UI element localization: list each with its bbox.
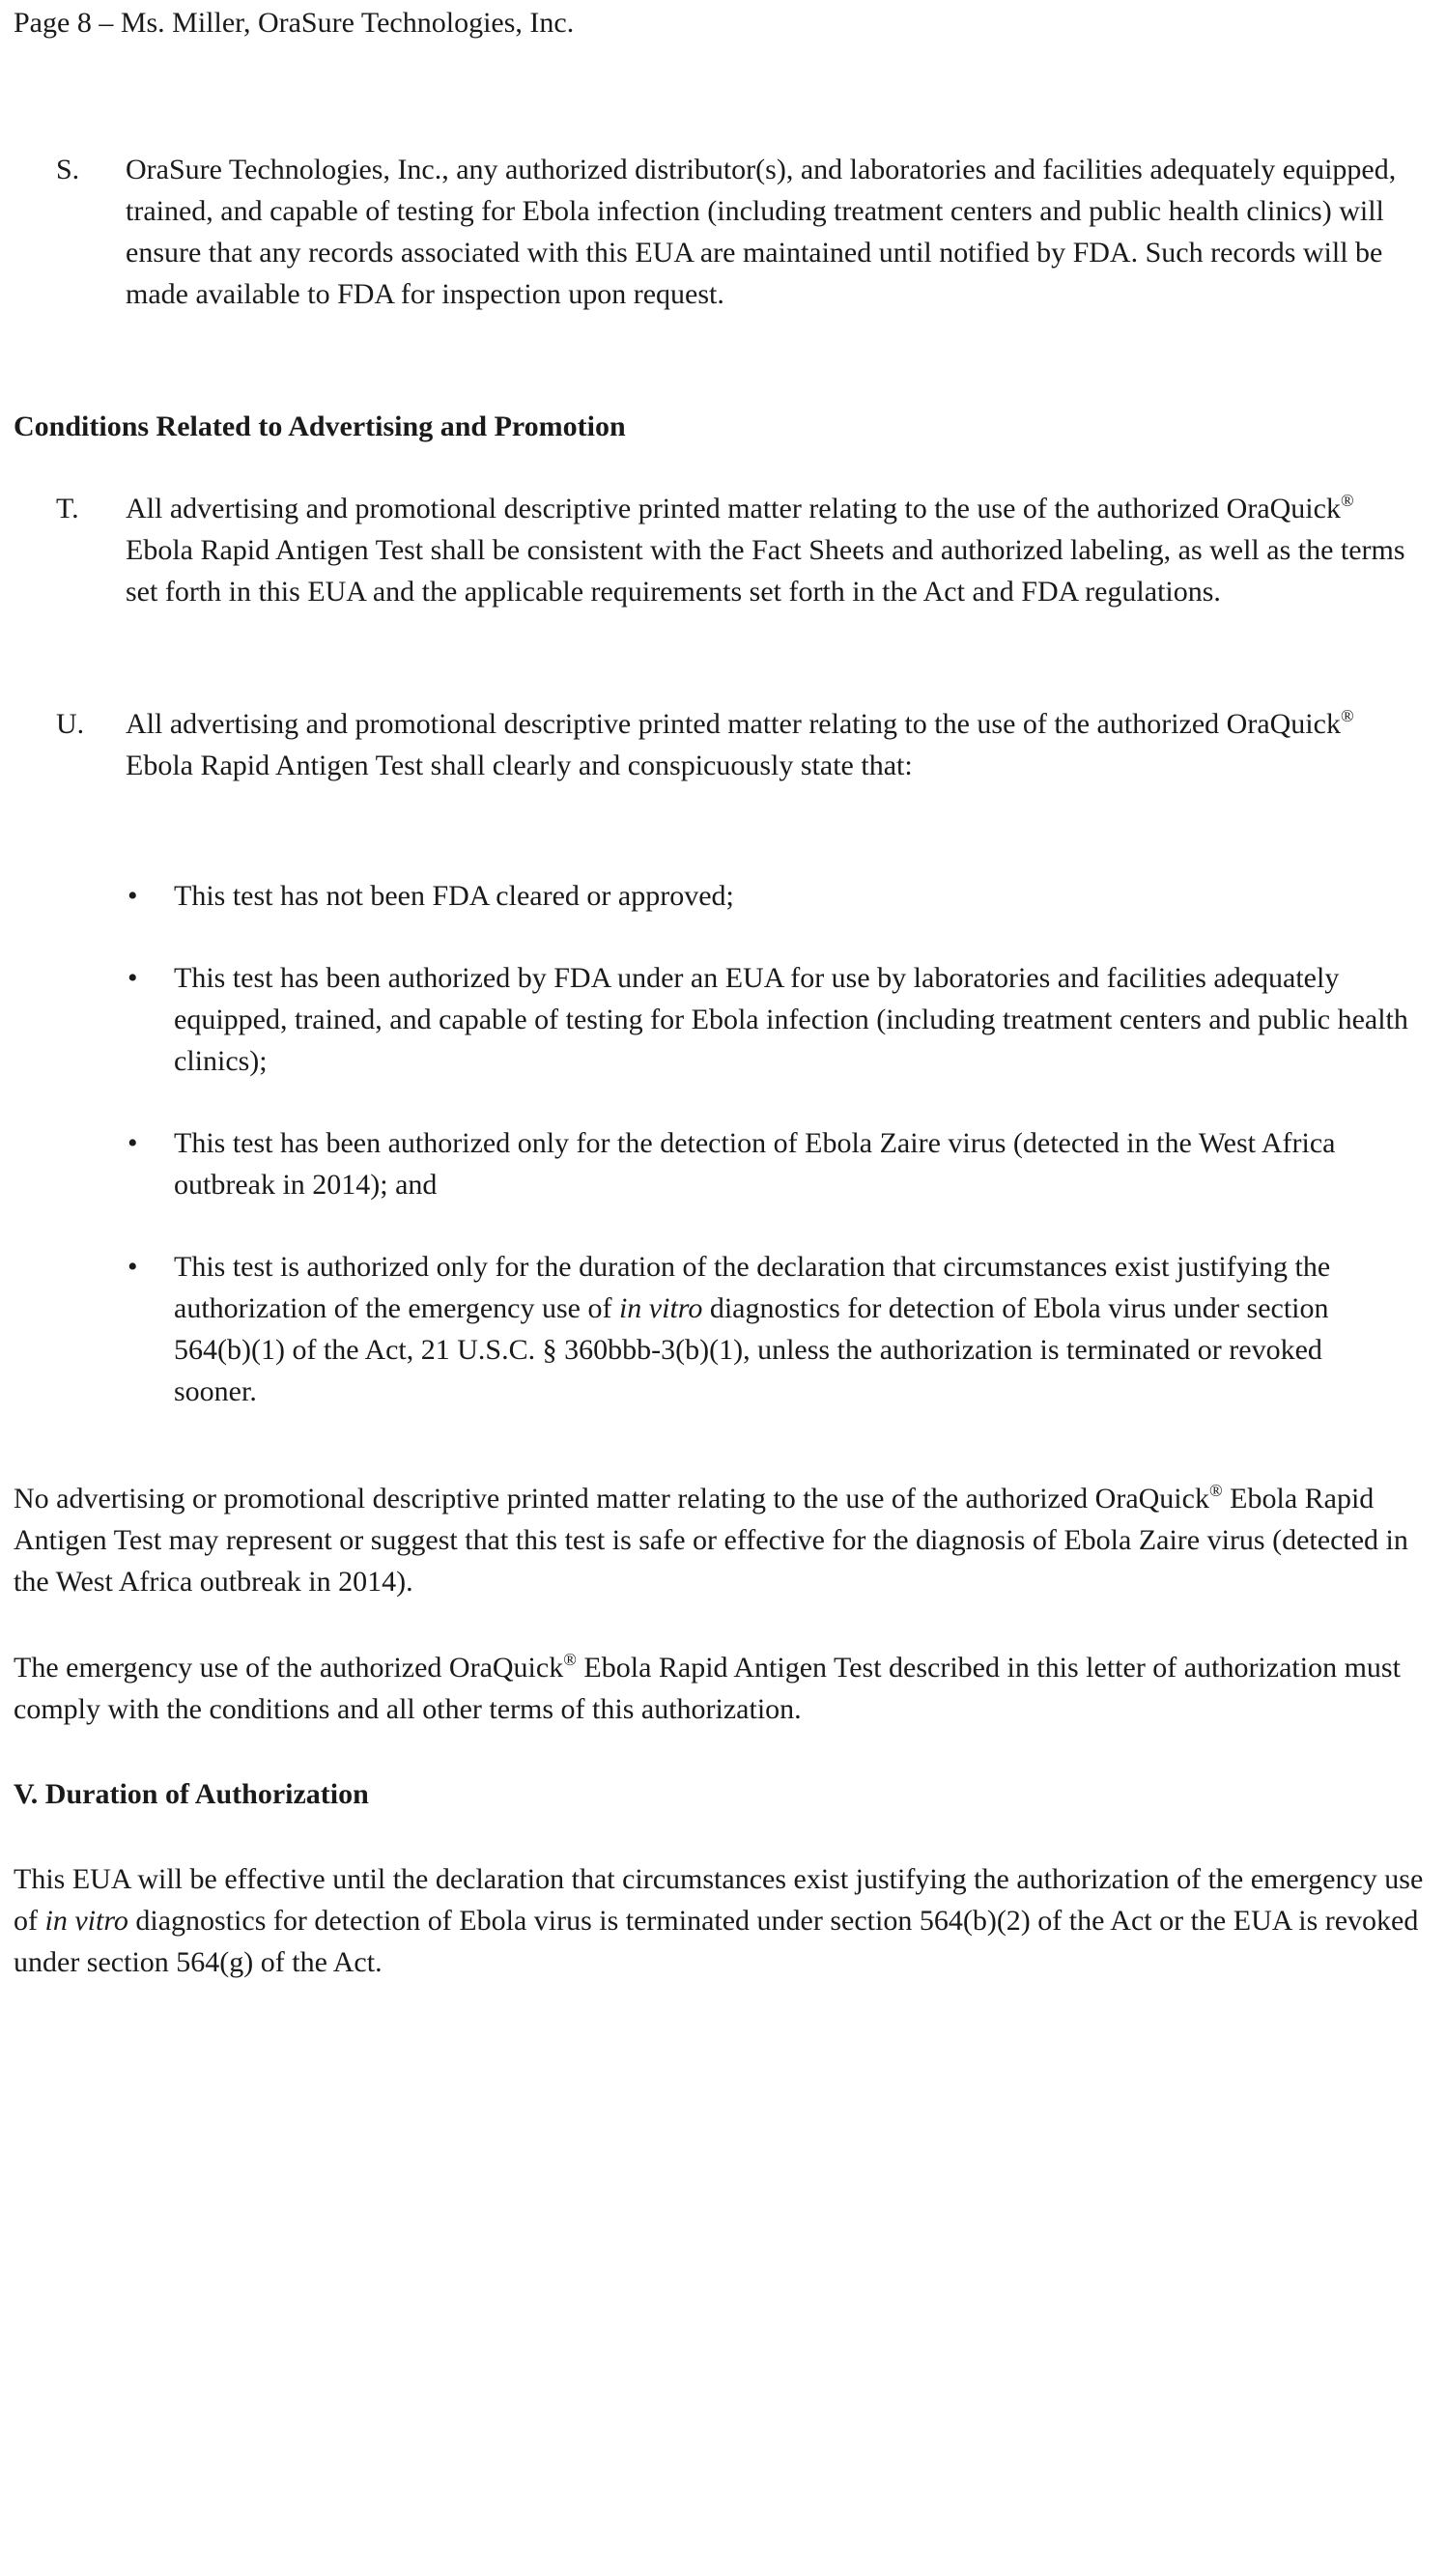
item-text: OraSure Technologies, Inc., any authorized distributor(s), and laboratories and facilities adequately equipped, trained, and capable of testing for Ebola infection (including treatment centers and public health clinics) will ensure that any records associated with this EUA are maintained until notified by FDA. Such records will be made available to FDA for inspection upon request. bbox=[126, 154, 1397, 310]
section-heading-advertising: Conditions Related to Advertising and Promotion bbox=[14, 410, 626, 442]
paragraph-no-advertising: No advertising or promotional descriptive printed matter relating to the use of the authorized OraQuick® Ebola Rapid Antigen Test may represent or suggest that this test is safe or effective for the diagnosis of Ebola Zaire virus (detected in the West Africa outbreak in 2014). bbox=[14, 1481, 1408, 1598]
paragraph-duration: This EUA will be effective until the declaration that circumstances exist justifying the authorization of the emergency use of in vitro diagnostics for detection of Ebola virus is terminated under section 564(b)(2) of the Act or the EUA is revoked under section 564(g) of the Act. bbox=[14, 1863, 1424, 1978]
condition-item-s bbox=[56, 149, 1428, 315]
paragraph-emergency-use: The emergency use of the authorized OraQuick® Ebola Rapid Antigen Test described in this letter of authorization must comply with the conditions and all other terms of this authorization. bbox=[14, 1650, 1401, 1725]
condition-item-u bbox=[56, 703, 1428, 786]
bullet-dot: • bbox=[128, 962, 138, 994]
condition-item-t bbox=[56, 488, 1428, 612]
list-item: • This test has not been FDA cleared or approved; bbox=[114, 875, 1399, 917]
page-header: Page 8 – Ms. Miller, OraSure Technologies, Inc. bbox=[14, 7, 575, 39]
bullet-dot: • bbox=[128, 1127, 138, 1159]
bullet-dot: • bbox=[128, 880, 138, 912]
registered-mark: ® bbox=[563, 1650, 577, 1669]
list-item: • This test is authorized only for the duration of the declaration that circumstances exist justifying the authorization of the emergency use of in vitro diagnostics for detection of Ebola virus under section 564(b)(1) of the Act, 21 U.S.C. § 360bbb-3(b)(1), unless the authorization is terminated or revoked sooner. bbox=[114, 1246, 1399, 1412]
registered-mark: ® bbox=[1340, 706, 1354, 725]
item-text: All advertising and promotional descriptive printed matter relating to the use of the authorized OraQuick® Ebola Rapid Antigen Test shall be consistent with the Fact Sheets and authorized labeling, as well as the terms set forth in this EUA and the applicable requirements set forth in the Act and FDA regulations. bbox=[126, 491, 1405, 608]
bullet-dot: • bbox=[128, 1251, 138, 1283]
item-label: S. bbox=[56, 154, 80, 185]
list-item: • This test has been authorized only for the detection of Ebola Zaire virus (detected in the West Africa outbreak in 2014); and bbox=[114, 1122, 1399, 1205]
bullet-list bbox=[114, 875, 1408, 1412]
item-label: T. bbox=[56, 493, 79, 524]
registered-mark: ® bbox=[1208, 1481, 1223, 1500]
item-label: U. bbox=[56, 708, 85, 740]
item-text: All advertising and promotional descriptive printed matter relating to the use of the authorized OraQuick® Ebola Rapid Antigen Test shall clearly and conspicuously state that: bbox=[126, 706, 1354, 781]
registered-mark: ® bbox=[1340, 491, 1354, 510]
list-item: • This test has been authorized by FDA under an EUA for use by laboratories and facilities adequately equipped, trained, and capable of testing for Ebola infection (including treatment centers and public health clinics); bbox=[114, 957, 1399, 1082]
section-heading-duration: V. Duration of Authorization bbox=[14, 1778, 369, 1810]
